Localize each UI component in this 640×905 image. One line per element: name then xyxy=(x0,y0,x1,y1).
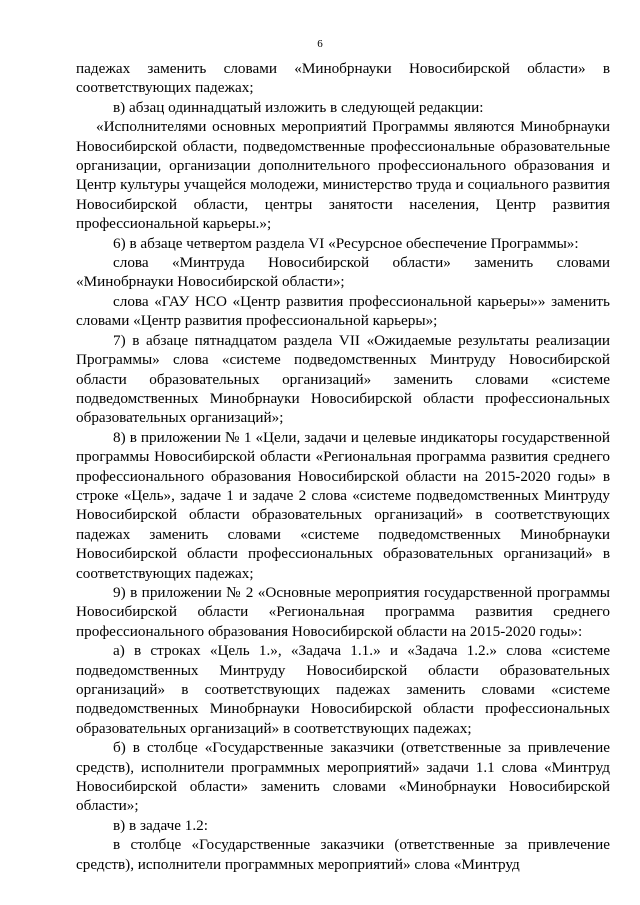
paragraph-continuation: падежах заменить словами «Минобрнауки Новосибирской области» в соответствующих падежах; xyxy=(76,60,610,97)
page-number: 6 xyxy=(317,38,323,50)
paragraph-item-6-words-2: слова «ГАУ НСО «Центр развития профессиональной карьеры»» заменить словами «Центр развития профессиональной карьеры»; xyxy=(76,292,610,330)
paragraph-item-9-a: а) в строках «Цель 1.», «Задача 1.1.» и «Задача 1.2.» слова «системе подведомственных Минтруду Новосибирской области образовательных организаций» в соответствующих падежах заменить словами «системе подведомственных Минобрнауки Новосибирской области профессиональных образовательных организаций» в соответствующих падежах; xyxy=(76,642,610,737)
paragraph-item-9: 9) в приложении № 2 «Основные мероприятия государственной программы Новосибирской области «Региональная программа развития среднего профессионального образования Новосибирской области на 2015-2020 годы»: xyxy=(76,583,610,640)
paragraph-item-v-abzac: в) абзац одиннадцатый изложить в следующей редакции: xyxy=(113,98,484,116)
paragraph-item-8: 8) в приложении № 1 «Цели, задачи и целевые индикаторы государственной программы Новосибирской области «Региональная программа развития среднего профессионального образования Новосибирской области на 2015-2020 годы» в строке «Цель», задаче 1 и задаче 2 слова «системе подведомственных Минтруду Новосибирской области образовательных организаций» в соответствующих падежах заменить словами «системе подведомственных Минобрнауки Новосибирской области профессиональных образовательных организаций» в соответствующих падежах; xyxy=(76,428,610,582)
paragraph-item-9-b: б) в столбце «Государственные заказчики (ответственные за привлечение средств), исполнители программных мероприятий» задачи 1.1 слова «Минтруд Новосибирской области» заменить словами «Минобрнауки Новосибирской области»; xyxy=(76,739,610,815)
paragraph-item-6-words-1: слова «Минтруда Новосибирской области» заменить словами «Минобрнауки Новосибирской области»; xyxy=(76,254,610,291)
paragraph-item-9-v-column: в столбце «Государственные заказчики (ответственные за привлечение средств), исполнители программных мероприятий» слова «Минтруд xyxy=(76,836,610,873)
paragraph-item-7: 7) в абзаце пятнадцатом раздела VII «Ожидаемые результаты реализации Программы» слова «системе подведомственных Минтруду Новосибирской области образовательных организаций» заменить словами «системе подведомственных Минобрнауки Новосибирской области профессиональных образовательных организаций»; xyxy=(76,331,610,427)
document-body xyxy=(76,59,610,874)
paragraph-quote-executors: «Исполнителями основных мероприятий Программы являются Минобрнауки Новосибирской области, подведомственные профессиональные образовательные организации, организации дополнительного профессионального образования и Центр культуры учащейся молодежи, министерство труда и социального развития Новосибирской области, центры занятости населения, Центр развития профессиональной карьеры.»; xyxy=(76,118,610,233)
paragraph-item-9-v: в) в задаче 1.2: xyxy=(113,816,208,834)
paragraph-item-6: 6) в абзаце четвертом раздела VI «Ресурсное обеспечение Программы»: xyxy=(113,234,579,252)
